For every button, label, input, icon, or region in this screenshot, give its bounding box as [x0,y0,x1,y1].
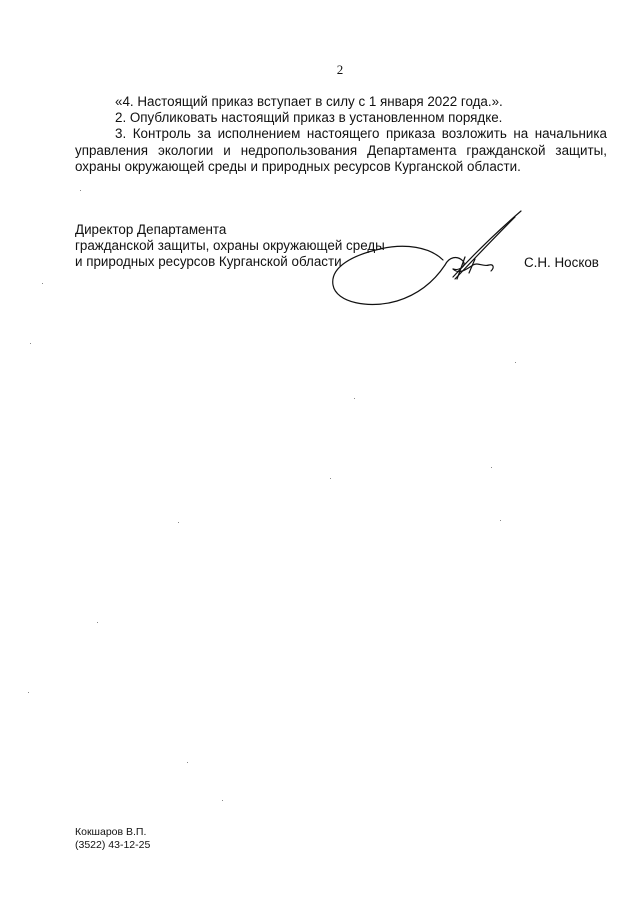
handwritten-signature [325,205,535,315]
order-text [75,94,607,175]
scan-speck [97,622,98,623]
scan-speck [42,283,43,284]
paragraph-effective-date: «4. Настоящий приказ вступает в силу с 1 января 2022 года.». [115,94,503,109]
scan-speck [330,478,331,479]
scan-speck [515,362,516,363]
executor-name: Кокшаров В.П. [75,826,147,838]
signature-stroke [457,257,465,279]
signature-stroke [333,246,445,304]
scan-speck [178,522,179,523]
scan-speck [187,762,188,763]
paragraph-publish: 2. Опубликовать настоящий приказ в установленном порядке. [115,110,503,126]
signer-name: С.Н. Носков [524,255,599,270]
scan-speck [28,692,29,693]
signatory-title-line: гражданской защиты, охраны окружающей среды [75,238,385,254]
scan-speck [354,398,355,399]
scan-speck [491,467,492,468]
executor-phone: (3522) 43-12-25 [75,838,151,851]
signatory-title-line: и природных ресурсов Курганской области [75,254,342,270]
paragraph-control: 3. Контроль за исполнением настоящего приказа возложить на начальника управления экологии и недропользования Департамента гражданской защиты, охраны окружающей среды и природных ресурсов Курганской области. [75,126,607,174]
executor-footer [75,826,150,851]
scan-speck [30,343,31,344]
scan-speck [80,190,81,191]
signatory-title-line: Директор Департамента [75,222,227,237]
scan-speck [500,520,501,521]
scan-speck [222,800,223,801]
page-number: 2 [336,62,344,77]
